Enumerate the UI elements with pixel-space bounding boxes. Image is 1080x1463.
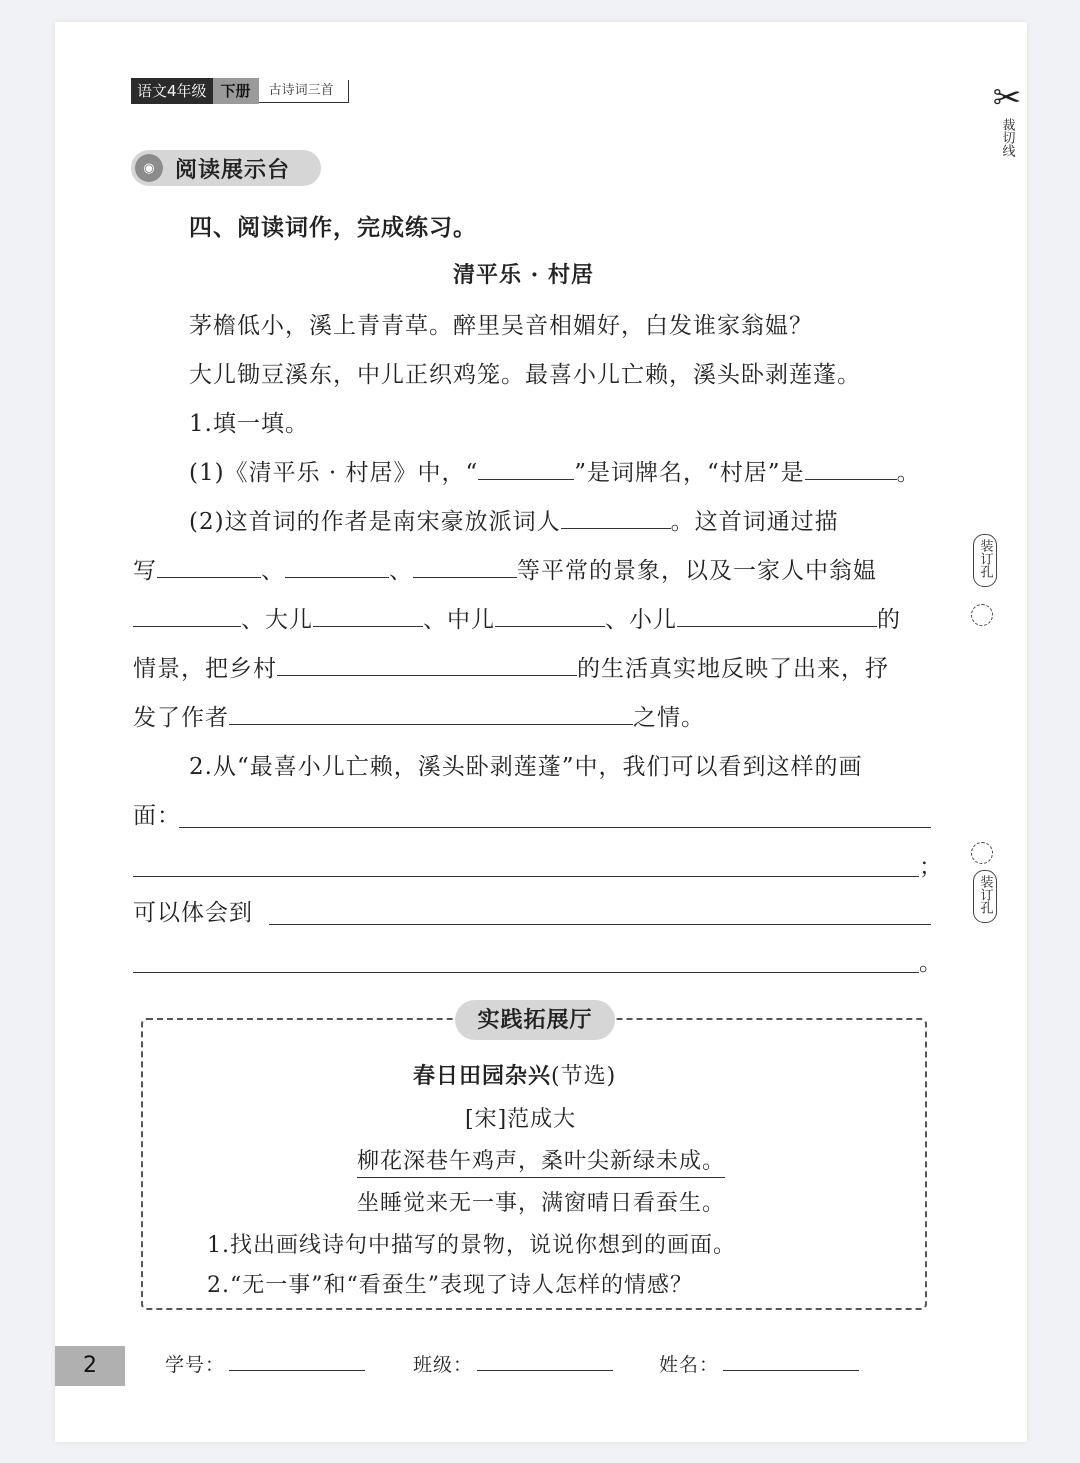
answer-blank[interactable]	[157, 557, 261, 578]
bind-hole-label-top	[973, 534, 997, 587]
question-2-line-1: 2.从“最喜小儿亡赖，溪头卧剥莲蓬”中，我们可以看到这样的画	[189, 754, 863, 780]
header-tag	[131, 78, 349, 104]
answer-blank[interactable]	[133, 606, 241, 627]
cat-icon: ◉	[135, 154, 163, 182]
answer-line[interactable]	[133, 972, 919, 973]
topic-label: 古诗词三首	[259, 80, 349, 103]
name-label: 姓名：	[659, 1354, 720, 1376]
answer-blank[interactable]	[413, 557, 517, 578]
q1-2-text-h: 、中儿	[423, 607, 495, 633]
q1-2-text-n: 之情。	[633, 705, 705, 731]
q1-1-text-a: (1)《清平乐 · 村居》中，“	[189, 460, 479, 486]
q1-2-text-g: 、大儿	[241, 607, 313, 633]
answer-line[interactable]	[269, 924, 931, 925]
answer-blank[interactable]	[285, 557, 389, 578]
class-label: 班级：	[413, 1354, 474, 1376]
reading-instruction: 四、阅读词作，完成练习。	[189, 214, 477, 241]
page-number: 2	[55, 1346, 125, 1386]
bind-hole-label-bottom	[973, 870, 997, 923]
question-1-2-line-4	[133, 650, 889, 683]
footer-class	[413, 1350, 613, 1377]
question-1-label: 1.填一填。	[189, 411, 309, 437]
question-1-2-line-2	[133, 552, 877, 585]
question-2-line-2: 面：	[133, 803, 181, 829]
question-1-2-line-1	[189, 503, 839, 536]
answer-blank[interactable]	[277, 655, 577, 676]
practice-poem-note: (节选)	[551, 1064, 617, 1089]
answer-blank[interactable]	[478, 459, 574, 480]
poem-line-1: 茅檐低小，溪上青青草。醉里吴音相媚好，白发谁家翁媪？	[189, 313, 813, 339]
reading-badge-label: 阅读展示台	[175, 156, 291, 183]
bind-hole-circle-bottom	[971, 842, 993, 864]
poem-line-2: 大儿锄豆溪东，中儿正织鸡笼。最喜小儿亡赖，溪头卧剥莲蓬。	[189, 362, 861, 388]
name-field[interactable]	[723, 1350, 859, 1371]
question-2-semicolon: ；	[919, 854, 943, 880]
bind-hole-text: 装订孔	[977, 539, 993, 578]
question-1-1	[189, 454, 921, 487]
answer-blank[interactable]	[229, 704, 633, 725]
q1-2-text-b: 。这首词通过描	[670, 509, 839, 535]
answer-line[interactable]	[133, 876, 919, 877]
q1-2-text-l: 的生活真实地反映了出来，抒	[577, 656, 889, 682]
practice-question-2: 2.“无一事”和“看蚕生”表现了诗人怎样的情感？	[207, 1273, 693, 1298]
practice-poem-line-2: 坐睡觉来无一事，满窗晴日看蚕生。	[357, 1191, 726, 1216]
volume-label: 下册	[213, 78, 259, 104]
q1-2-text-a: (2)这首词的作者是南宋豪放派词人	[189, 509, 561, 535]
practice-poem-author: [宋]范成大	[465, 1107, 577, 1132]
question-2-period: 。	[919, 950, 943, 976]
practice-poem-line-1: 柳花深巷午鸡声，桑叶尖新绿未成。	[357, 1144, 725, 1178]
scissors-icon: ✂	[992, 78, 1022, 118]
question-1-2-line-3	[133, 601, 901, 634]
answer-blank[interactable]	[313, 606, 423, 627]
answer-blank[interactable]	[495, 606, 605, 627]
footer-name	[659, 1350, 859, 1377]
q1-1-text-b: ”是词牌名，“村居”是	[574, 460, 805, 486]
q1-2-text-d: 、	[261, 558, 285, 584]
q1-2-text-f: 等平常的景象，以及一家人中翁媪	[517, 558, 877, 584]
practice-poem-title-text: 春日田园杂兴	[413, 1063, 552, 1089]
reading-section-badge	[131, 150, 321, 186]
practice-poem-title	[413, 1059, 616, 1090]
cut-line-text: 裁切线	[999, 118, 1015, 157]
worksheet-page	[55, 22, 1027, 1442]
footer-student-no	[165, 1350, 365, 1377]
student-no-field[interactable]	[229, 1350, 365, 1371]
answer-blank[interactable]	[805, 459, 897, 480]
practice-section-badge: 实践拓展厅	[455, 1000, 615, 1040]
student-no-label: 学号：	[165, 1354, 226, 1376]
bind-hole-circle-top	[971, 604, 993, 626]
answer-blank[interactable]	[561, 508, 671, 529]
class-field[interactable]	[477, 1350, 613, 1371]
q1-2-text-k: 情景，把乡村	[133, 656, 277, 682]
question-2-line-4: 可以体会到	[133, 900, 253, 926]
poem-title: 清平乐 · 村居	[453, 262, 594, 288]
q1-2-text-j: 的	[877, 607, 901, 633]
question-1-2-line-5	[133, 699, 705, 732]
q1-1-text-c: 。	[896, 460, 921, 486]
q1-2-text-c: 写	[133, 558, 157, 584]
q1-2-text-i: 、小儿	[605, 607, 677, 633]
bind-hole-text: 装订孔	[977, 875, 993, 914]
q1-2-text-m: 发了作者	[133, 705, 229, 731]
practice-question-1: 1.找出画线诗句中描写的景物，说说你想到的画面。	[207, 1233, 736, 1258]
answer-blank[interactable]	[677, 606, 877, 627]
q1-2-text-e: 、	[389, 558, 413, 584]
answer-line[interactable]	[179, 827, 931, 828]
grade-label: 语文4年级	[131, 78, 213, 104]
cut-line-marker	[987, 78, 1027, 163]
cut-line-label	[987, 118, 1027, 163]
